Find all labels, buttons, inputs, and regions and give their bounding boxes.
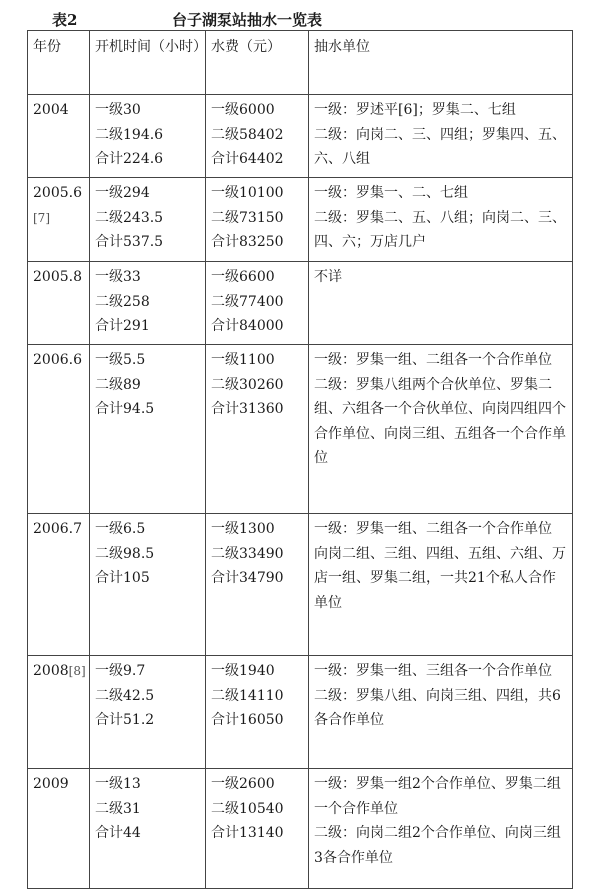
cell-unit [309,178,573,262]
cell-fee-line: 二级33490 [211,545,284,562]
header-hours: 开机时间（小时） [90,31,206,95]
cell-fee-line: 二级73150 [211,209,284,226]
cell-unit-line: 二级：向岗二组2个合作单位、向岗三组3各合作单位 [314,825,561,866]
cell-hours [90,178,206,262]
cell-unit-line: 一级：罗述平[6]；罗集二、七组 [314,102,516,118]
cell-year [28,345,90,514]
cell-hours-line: 一级294 [95,185,150,201]
year-value: 2006.6 [33,352,82,368]
cell-hours-line: 合计291 [95,318,150,334]
cell-hours [90,95,206,178]
header-year: 年份 [28,31,90,95]
table-row [28,656,573,769]
table-number: 表2 [52,11,78,29]
cell-hours-line: 一级30 [95,102,141,118]
year-value: 2004 [33,102,69,118]
table-title: 台子湖泵站抽水一览表 [172,11,323,29]
year-footnote-ref: [8] [68,664,86,678]
cell-hours-line: 一级6.5 [95,521,146,537]
year-footnote-ref: [7] [33,210,50,225]
cell-fee-line: 一级10100 [211,185,284,201]
cell-unit [309,262,573,345]
cell-hours-line: 一级9.7 [95,663,146,679]
cell-hours-line: 二级89 [95,376,141,393]
table-row [28,769,573,889]
year-value: 2009 [33,776,69,792]
table-row [28,514,573,656]
cell-hours-line: 二级42.5 [95,687,155,704]
cell-hours-line: 二级98.5 [95,545,155,562]
cell-hours [90,514,206,656]
cell-unit [309,345,573,514]
cell-fee-line: 一级1300 [211,521,275,537]
table-row [28,178,573,262]
table-caption [0,9,600,29]
cell-unit-line: 一级：罗集一组、三组各一个合作单位 [314,663,552,679]
cell-fee [206,262,309,345]
cell-fee-line: 合计83250 [211,234,284,250]
pump-station-table [27,30,573,889]
cell-unit [309,656,573,769]
cell-fee-line: 二级77400 [211,293,284,310]
header-row [28,31,573,95]
cell-fee-line: 合计84000 [211,318,284,334]
cell-year [28,262,90,345]
header-unit: 抽水单位 [309,31,573,95]
cell-fee-line: 一级2600 [211,776,275,792]
cell-hours-line: 合计537.5 [95,234,164,250]
cell-unit [309,95,573,178]
cell-unit-line: 向岗二组、三组、四组、五组、六组、万店一组、罗集二组，一共21个私人合作单位 [314,545,566,611]
cell-fee [206,178,309,262]
cell-fee [206,656,309,769]
cell-hours-line: 二级258 [95,293,150,310]
cell-year [28,514,90,656]
cell-year [28,769,90,889]
cell-hours-line: 合计51.2 [95,712,155,728]
cell-hours [90,345,206,514]
table-row [28,95,573,178]
cell-fee-line: 二级58402 [211,126,284,143]
cell-year [28,656,90,769]
cell-fee-line: 一级6600 [211,269,275,285]
cell-fee-line: 一级6000 [211,102,275,118]
cell-fee-line: 合计13140 [211,825,284,841]
cell-unit-line: 二级：罗集二、五、八组；向岗二、三、四、六；万店几户 [314,209,566,250]
cell-hours-line: 一级13 [95,776,141,792]
cell-fee-line: 一级1100 [211,352,275,368]
cell-year [28,178,90,262]
cell-hours-line: 二级243.5 [95,209,164,226]
cell-unit-line: 二级：向岗二、三、四组；罗集四、五、六、八组 [314,126,566,167]
header-fee: 水费（元） [206,31,309,95]
cell-hours-line: 合计94.5 [95,401,155,417]
year-value: 2006.7 [33,521,82,537]
cell-hours [90,262,206,345]
cell-fee-line: 二级14110 [211,687,284,704]
cell-hours [90,769,206,889]
cell-hours-line: 合计224.6 [95,151,164,167]
table-row [28,262,573,345]
cell-hours-line: 二级194.6 [95,126,164,143]
cell-hours [90,656,206,769]
cell-fee [206,514,309,656]
cell-fee [206,95,309,178]
cell-fee-line: 二级10540 [211,800,284,817]
cell-hours-line: 合计44 [95,825,141,841]
cell-fee [206,345,309,514]
cell-fee-line: 一级1940 [211,663,275,679]
cell-unit-line: 二级：罗集八组、向岗三组、四组，共6各合作单位 [314,687,561,728]
cell-fee-line: 合计31360 [211,401,284,417]
cell-year [28,95,90,178]
cell-unit-line: 二级：罗集八组两个合伙单位、罗集二组、六组各一个合伙单位、向岗四组四个合作单位、向岗三组、五组各一个合作单位 [314,376,566,466]
cell-hours-line: 一级5.5 [95,352,146,368]
table-row [28,345,573,514]
cell-fee-line: 合计34790 [211,570,284,586]
cell-unit-line: 一级：罗集一组、二组各一个合作单位 [314,352,552,368]
cell-unit-line: 一级：罗集一组2个合作单位、罗集二组一个合作单位 [314,776,561,817]
year-value: 2005.6 [33,185,82,201]
cell-fee-line: 合计64402 [211,151,284,167]
year-value: 2008 [33,663,69,679]
year-value: 2005.8 [33,269,82,285]
cell-fee-line: 合计16050 [211,712,284,728]
cell-hours-line: 一级33 [95,269,141,285]
cell-hours-line: 二级31 [95,800,141,817]
cell-unit-line: 不详 [314,269,342,285]
cell-hours-line: 合计105 [95,570,150,586]
cell-unit-line: 一级：罗集一组、二组各一个合作单位 [314,521,552,537]
cell-fee-line: 二级30260 [211,376,284,393]
cell-unit-line: 一级：罗集一、二、七组 [314,185,468,201]
cell-unit [309,769,573,889]
cell-fee [206,769,309,889]
cell-unit [309,514,573,656]
